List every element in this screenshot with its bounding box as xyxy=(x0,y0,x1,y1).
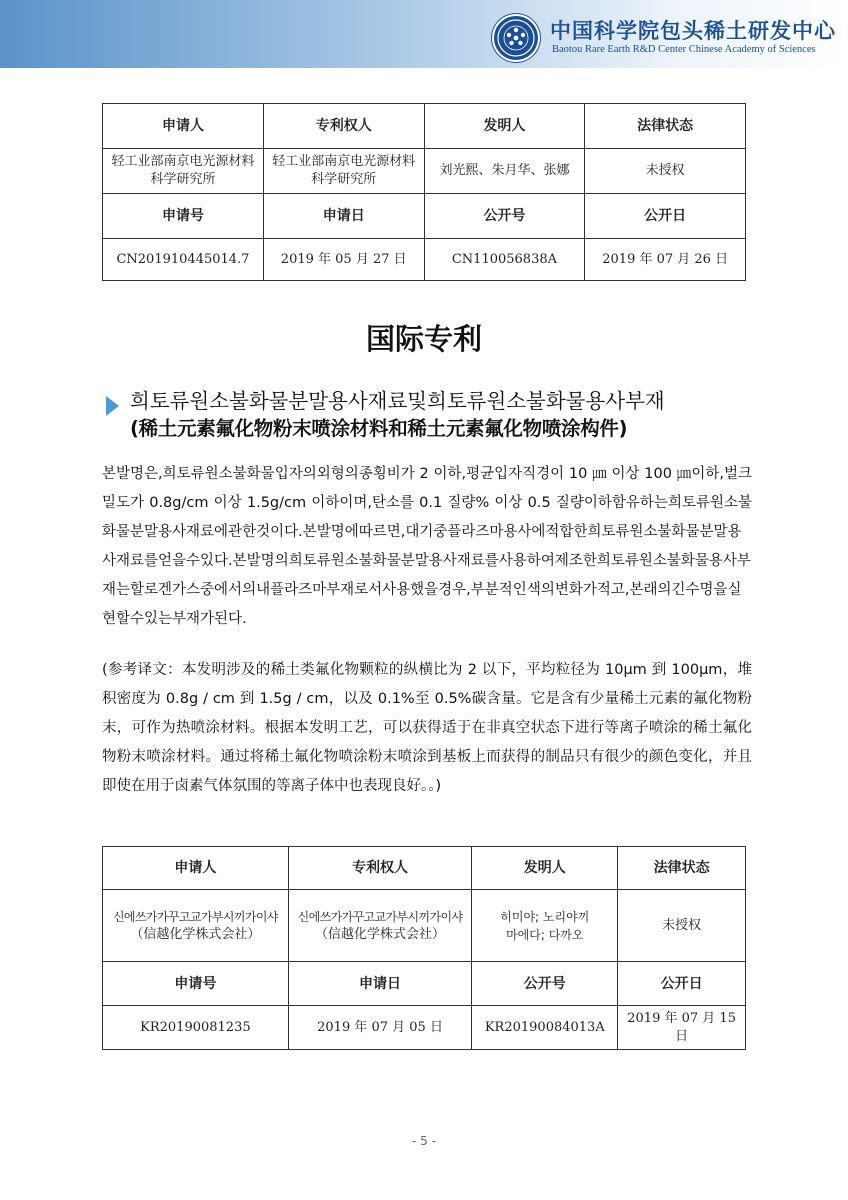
header-patentee: 专利权人 xyxy=(263,104,424,149)
header-legal-status: 法律状态 xyxy=(618,847,746,890)
patent-info-table-international xyxy=(102,846,746,1050)
header-inventor: 发明人 xyxy=(424,104,585,149)
patentee-name-korean: 신에쓰가가꾸고교가부시끼가이샤 xyxy=(297,909,463,924)
organization-name-cn: 中国科学院包头稀土研发中心 xyxy=(550,18,836,43)
cell-legal-status: 未授权 xyxy=(618,890,746,962)
cell-legal-status: 未授权 xyxy=(585,149,746,194)
patent-title-korean: 희토류원소불화물분말용사재료및희토류원소불화물용사부재 xyxy=(130,389,665,413)
header-legal-status: 法律状态 xyxy=(585,104,746,149)
header-applicant: 申请人 xyxy=(103,847,289,890)
header-publication-date: 公开日 xyxy=(618,962,746,1006)
header-applicant: 申请人 xyxy=(103,104,264,149)
cell-application-number: KR20190081235 xyxy=(103,1006,289,1050)
header-application-number: 申请号 xyxy=(103,194,264,239)
cell-inventor xyxy=(472,890,618,962)
cell-patentee: 轻工业部南京电光源材料科学研究所 xyxy=(263,149,424,194)
patent-info-table-domestic xyxy=(102,103,746,281)
inventor-2: 마에다; 다까오 xyxy=(506,927,584,942)
cell-patentee xyxy=(288,890,472,962)
header-publication-date: 公开日 xyxy=(585,194,746,239)
applicant-name-chinese: （信越化学株式会社） xyxy=(130,926,261,942)
patent-abstract-translation: (参考译文：本发明涉及的稀土类氟化物颗粒的纵横比为 2 以下，平均粒径为 10μm 到 100μm，堆积密度为 0.8g / cm 到 1.5g / cm，以及 0.1%至 0.5%碳含量。它是含有少量稀土元素的氟化物粉末，可作为热喷涂材料。根据本发明工艺，可以获得适于在非真空状态下进行等离子喷涂的稀土氟化物粉末喷涂材料。通过将稀土氟化物喷涂粉末喷涂到基板上而获得的制品只有很少的颜色变化，并且即使在用于卤素气体氛围的等离子体中也表现良好。。) xyxy=(102,662,752,794)
inventor-1: 히미야; 노리야끼 xyxy=(500,909,590,924)
patent-abstract-korean: 본발명은,희토류원소불화물입자의외형의종횡비가 2 이하,평균입자직경이 10 ㎛ 이상 100 ㎛이하,벌크밀도가 0.8g/cm 이상 1.5g/cm 이하이며,탄소를 0.1 질량% 이상 0.5 질량이하함유하는희토류원소불화물분말용사재료에관한것이다.본발명에따르면,대기중플라즈마용사에적합한희토류원소불화물분말용사재료를얻을수있다.본발명의희토류원소불화물분말용사재료를사용하여제조한희토류원소불화물용사부재는할로겐가스중에서의내플라즈마부재로서사용했을경우,부분적인색의변화가적고,본래의긴수명을실현할수있는부재가된다. xyxy=(102,466,752,627)
section-title-international-patents: 国际专利 xyxy=(365,322,482,356)
cell-applicant xyxy=(103,890,289,962)
cell-inventor: 刘光熙、朱月华、张娜 xyxy=(424,149,585,194)
cell-publication-number: CN110056838A xyxy=(424,239,585,281)
header-application-date: 申请日 xyxy=(288,962,472,1006)
cas-logo-icon xyxy=(492,14,540,62)
cell-application-date: 2019 年 05 月 27 日 xyxy=(263,239,424,281)
applicant-name-korean: 신에쓰가가꾸고교가부시끼가이샤 xyxy=(112,909,278,924)
header-inventor: 发明人 xyxy=(472,847,618,890)
header-publication-number: 公开号 xyxy=(472,962,618,1006)
cell-publication-date: 2019 年 07 月 26 日 xyxy=(585,239,746,281)
cell-application-date: 2019 年 07 月 05 日 xyxy=(288,1006,472,1050)
patent-title xyxy=(130,388,770,442)
header-publication-number: 公开号 xyxy=(424,194,585,239)
header-patentee: 专利权人 xyxy=(288,847,472,890)
page-header-banner xyxy=(0,0,848,68)
cell-publication-date: 2019 年 07 月 15 日 xyxy=(618,1006,746,1050)
patentee-name-chinese: （信越化学株式会社） xyxy=(315,926,446,942)
cell-publication-number: KR20190084013A xyxy=(472,1006,618,1050)
cell-applicant: 轻工业部南京电光源材料科学研究所 xyxy=(103,149,264,194)
header-application-date: 申请日 xyxy=(263,194,424,239)
play-arrow-icon xyxy=(106,396,119,416)
cell-application-number: CN201910445014.7 xyxy=(103,239,264,281)
header-application-number: 申请号 xyxy=(103,962,289,1006)
patent-title-chinese: (稀土元素氟化物粉末喷涂材料和稀土元素氟化物喷涂构件) xyxy=(130,417,628,440)
page-number: - 5 - xyxy=(412,1134,436,1148)
organization-name-en: Baotou Rare Earth R&D Center Chinese Academy of Sciences xyxy=(552,44,816,55)
